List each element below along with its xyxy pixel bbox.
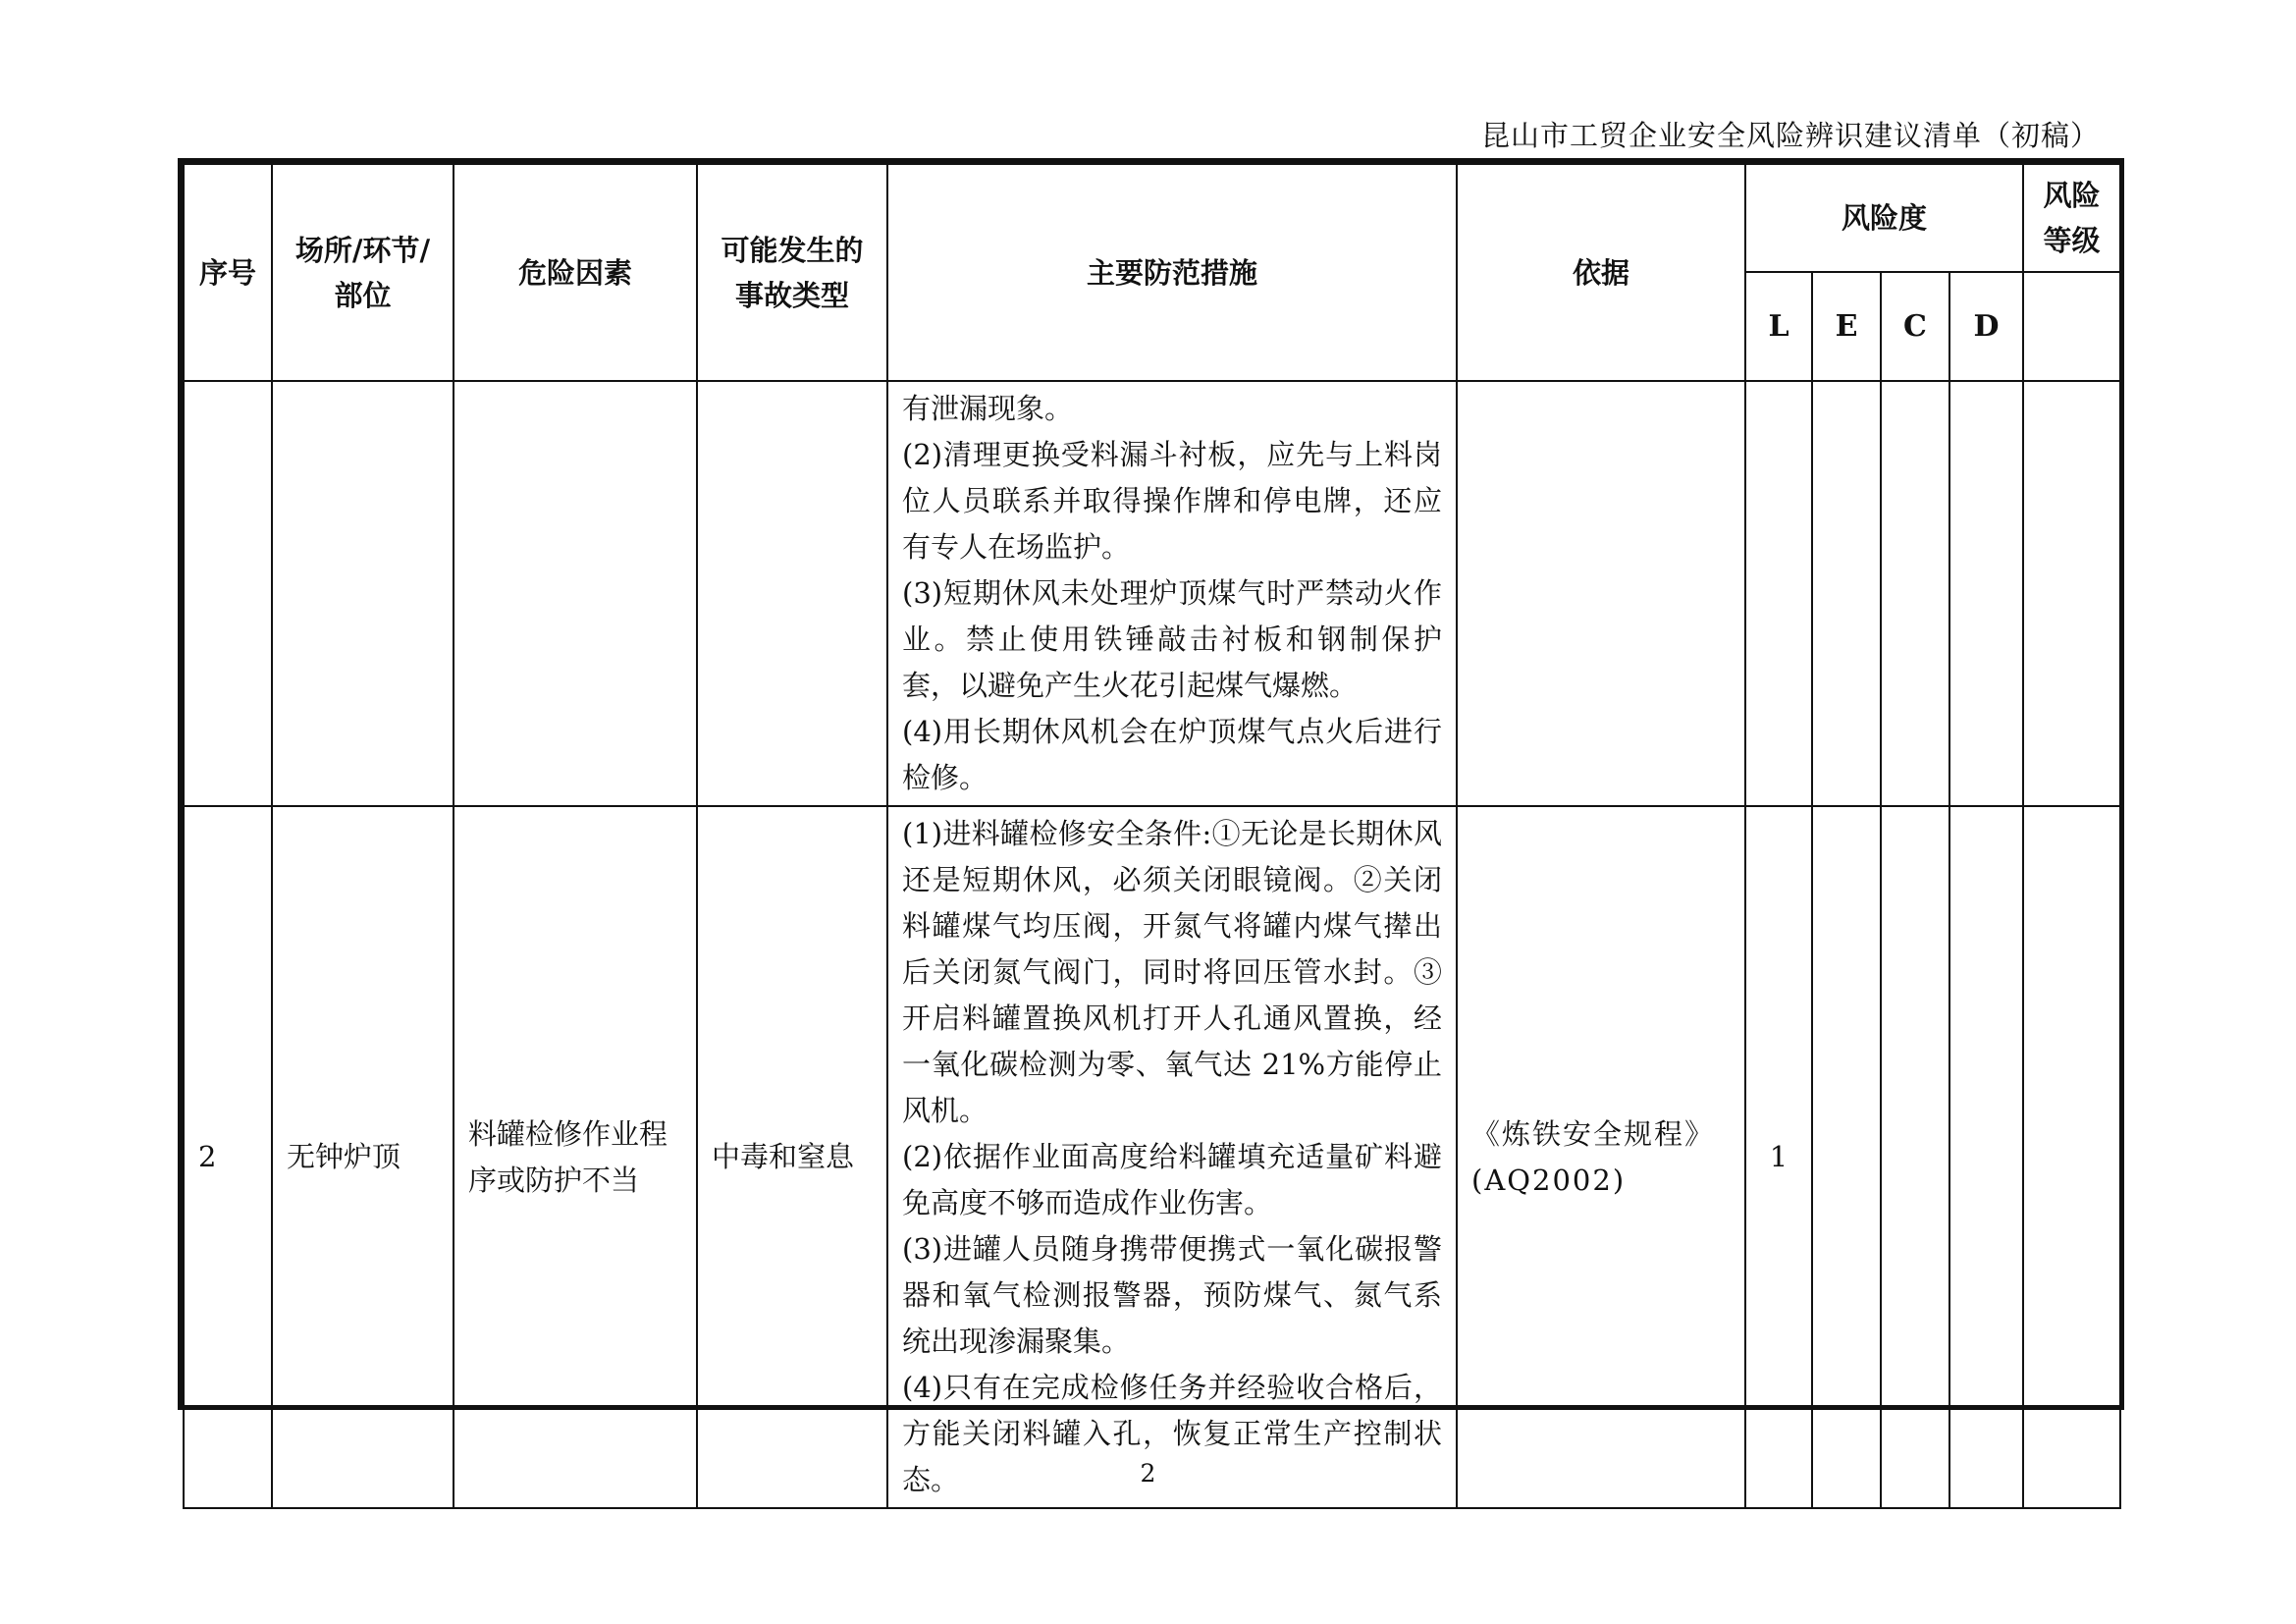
measure-item: (3)进罐人员随身携带便携式一氧化碳报警器和氧气检测报警器，预防煤气、氮气系统出现渗漏聚集。 [902, 1232, 1442, 1358]
header-place: 场所/环节/部位 [272, 164, 454, 381]
measure-item: 有泄漏现象。 [902, 392, 1074, 425]
table-row [184, 381, 2120, 806]
cell-measures [887, 381, 1457, 806]
table-row [184, 806, 2120, 1508]
cell-place: 无钟炉顶 [272, 806, 454, 1508]
header-e: E [1812, 272, 1881, 381]
header-row [184, 164, 2120, 272]
measure-item: (4)用长期休风机会在炉顶煤气点火后进行检修。 [902, 715, 1442, 794]
header-level-blank [2023, 272, 2120, 381]
measure-item: (1)进料罐检修安全条件:①无论是长期休风还是短期休风，必须关闭眼镜阀。②关闭料罐煤气均压阀，开氮气将罐内煤气撵出后关闭氮气阀门，同时将回压管水封。③开启料罐置换风机打开人孔通风置换，经一氧化碳检测为零、氧气达 21%方能停止风机。 [902, 817, 1442, 1127]
cell-e [1812, 806, 1881, 1508]
cell-c [1881, 381, 1949, 806]
cell-seq [184, 381, 272, 806]
measure-item: (2)清理更换受料漏斗衬板，应先与上料岗位人员联系并取得操作牌和停电牌，还应有专人在场监护。 [902, 438, 1442, 564]
cell-l [1745, 381, 1812, 806]
header-c: C [1881, 272, 1949, 381]
cell-c [1881, 806, 1949, 1508]
header-l: L [1745, 272, 1812, 381]
risk-table [183, 163, 2121, 1509]
cell-seq: 2 [184, 806, 272, 1508]
header-seq: 序号 [184, 164, 272, 381]
risk-table-frame [178, 158, 2124, 1496]
header-hazard: 危险因素 [454, 164, 697, 381]
cell-level [2023, 806, 2120, 1508]
cell-hazard: 料罐检修作业程序或防护不当 [454, 806, 697, 1508]
cell-accident [697, 381, 887, 806]
cell-accident: 中毒和窒息 [697, 806, 887, 1508]
cell-hazard [454, 381, 697, 806]
cell-place [272, 381, 454, 806]
measure-item: (3)短期休风未处理炉顶煤气时严禁动火作业。禁止使用铁锤敲击衬板和钢制保护套，以避免产生火花引起煤气爆燃。 [902, 576, 1442, 702]
header-risk-degree: 风险度 [1745, 164, 2023, 272]
cell-basis: 《炼铁安全规程》(AQ2002) [1457, 806, 1745, 1508]
header-measures: 主要防范措施 [887, 164, 1457, 381]
cell-e [1812, 381, 1881, 806]
header-basis: 依据 [1457, 164, 1745, 381]
document-title: 昆山市工贸企业安全风险辨识建议清单（初稿） [1480, 119, 2100, 152]
measure-item: (2)依据作业面高度给料罐填充适量矿料避免高度不够而造成作业伤害。 [902, 1140, 1442, 1219]
measure-item: (4)只有在完成检修任务并经验收合格后，方能关闭料罐入孔，恢复正常生产控制状态。 [902, 1371, 1442, 1496]
header-risk-level: 风险等级 [2023, 164, 2120, 272]
cell-d [1949, 381, 2023, 806]
cell-level [2023, 381, 2120, 806]
cell-measures [887, 806, 1457, 1508]
cell-l: 1 [1745, 806, 1812, 1508]
page-number: 2 [1140, 1459, 1156, 1488]
cell-basis [1457, 381, 1745, 806]
header-d: D [1949, 272, 2023, 381]
header-accident: 可能发生的事故类型 [697, 164, 887, 381]
cell-d [1949, 806, 2023, 1508]
